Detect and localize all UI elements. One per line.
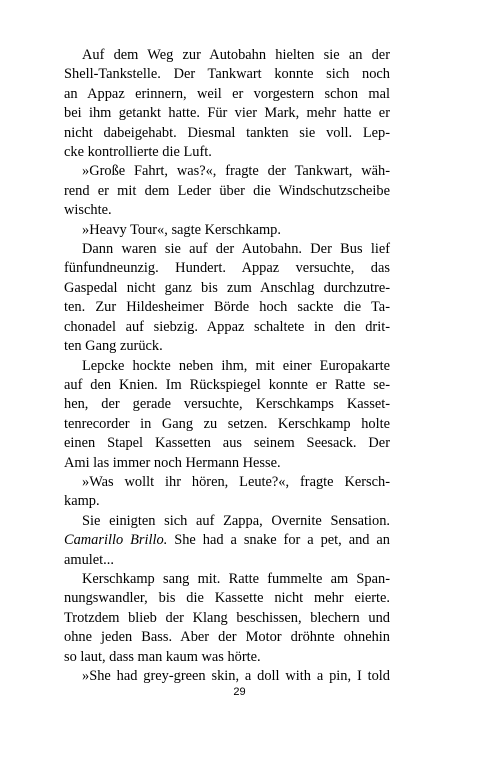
text-line: so laut, dass man kaum was hörte. — [64, 648, 261, 665]
text-line: chonadel auf siebzig. Appaz schaltete in den drit- — [64, 318, 390, 335]
text-line: »She had grey-green skin, a doll with a pin, I told — [82, 668, 390, 684]
text-line: Gaspedal nicht ganz bis zum Anschlag durchzutre- — [64, 279, 390, 296]
line-text: She had a snake for a pet, and an — [167, 532, 390, 549]
text-line: an Appaz erinnern, weil er vorgestern schon mal — [64, 85, 390, 102]
text-line: cke kontrollierte die Luft. — [64, 144, 212, 161]
text-line: amulet... — [64, 551, 114, 568]
text-line: wischte. — [64, 202, 112, 219]
text-line: Shell-Tankstelle. Der Tankwart konnte sich noch — [64, 66, 390, 83]
text-line: hen, der gerade versuchte, Kerschkamps Kasset- — [64, 396, 390, 413]
text-line: nicht dabeigehabt. Diesmal tankten sie voll. Lep- — [64, 124, 390, 141]
text-line: fünfundneunzig. Hundert. Appaz versuchte, das — [64, 260, 390, 277]
text-line: Auf dem Weg zur Autobahn hielten sie an der — [82, 47, 390, 63]
text-line: »Große Fahrt, was?«, fragte der Tankwart, wäh- — [82, 163, 390, 180]
text-line: »Heavy Tour«, sagte Kerschkamp. — [82, 221, 281, 238]
page-number: 29 — [233, 686, 246, 698]
text-line: Ami las immer noch Hermann Hesse. — [64, 454, 281, 471]
italic-title: Camarillo Brillo. — [64, 532, 168, 549]
text-line: Lepcke hockte neben ihm, mit einer Europakarte — [82, 357, 390, 374]
text-line: ten Gang zurück. — [64, 338, 163, 355]
text-line — [64, 531, 390, 550]
text-line: bei ihm getankt hatte. Für vier Mark, mehr hatte er — [64, 105, 390, 122]
text-line: Kerschkamp sang mit. Ratte fummelte am Span- — [82, 570, 390, 587]
text-line: einen Stapel Kassetten aus seinem Seesack. Der — [64, 435, 390, 452]
text-line: ohne jeden Bass. Aber der Motor dröhnte ohnehin — [64, 629, 390, 646]
text-line: ten. Zur Hildesheimer Börde hoch sackte die Ta- — [64, 299, 390, 316]
text-line: auf den Knien. Im Rückspiegel konnte er Ratte se- — [64, 376, 390, 393]
text-line: tenrecorder in Gang zu setzen. Kerschkamp holte — [64, 415, 390, 432]
body-text — [64, 46, 390, 686]
text-line: kamp. — [64, 493, 100, 510]
text-line: nungswandler, bis die Kassette nicht mehr eierte. — [64, 590, 390, 607]
text-line: »Was wollt ihr hören, Leute?«, fragte Kersch- — [82, 473, 390, 490]
text-line: Dann waren sie auf der Autobahn. Der Bus lief — [82, 241, 390, 258]
text-line: Trotzdem blieb der Klang beschissen, blechern und — [64, 609, 390, 626]
text-line: Sie einigten sich auf Zappa, Overnite Sensation. — [82, 512, 390, 529]
text-line: rend er mit dem Leder über die Windschutzscheibe — [64, 182, 390, 199]
